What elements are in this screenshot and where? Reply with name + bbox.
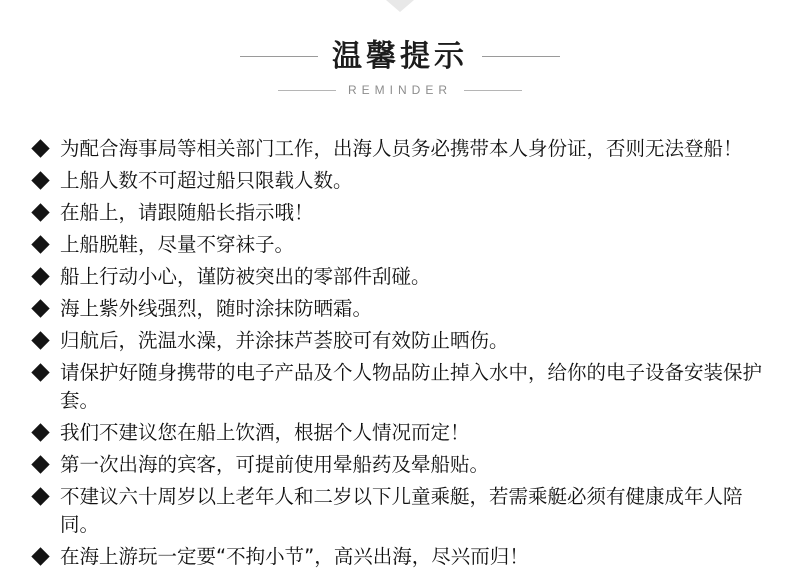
- list-item-text: 上船脱鞋，尽量不穿袜子。: [60, 233, 295, 256]
- diamond-bullet-icon: [34, 426, 60, 444]
- notice-list: [34, 135, 774, 575]
- list-item: [34, 199, 774, 227]
- page-header: [0, 40, 800, 97]
- list-item-text: 为配合海事局等相关部门工作，出海人员务必携带本人身份证，否则无法登船！: [60, 137, 743, 160]
- diamond-bullet-icon: [34, 302, 60, 320]
- diamond-bullet-icon: [34, 490, 60, 508]
- list-item-text: 不建议六十周岁以上老年人和二岁以下儿童乘艇，若需乘艇必须有健康成年人陪同。: [60, 485, 743, 536]
- diamond-bullet-icon: [34, 142, 60, 160]
- diamond-bullet-icon: [34, 270, 60, 288]
- list-item: [34, 419, 774, 447]
- list-item-text: 归航后，洗温水澡，并涂抹芦荟胶可有效防止晒伤。: [60, 329, 509, 352]
- subtitle-rule-left: [278, 90, 336, 91]
- title-rule-right: [482, 56, 560, 57]
- list-item-text: 第一次出海的宾客，可提前使用晕船药及晕船贴。: [60, 453, 490, 476]
- diamond-bullet-icon: [34, 550, 60, 568]
- diamond-bullet-icon: [34, 174, 60, 192]
- title-rule-left: [240, 56, 318, 57]
- list-item-text: 在船上，请跟随船长指示哦！: [60, 201, 314, 224]
- list-item: [34, 359, 774, 415]
- top-triangle-accent-icon: [386, 0, 414, 12]
- subtitle-row: [0, 83, 800, 97]
- list-item: [34, 327, 774, 355]
- diamond-bullet-icon: [34, 206, 60, 224]
- list-item-text: 船上行动小心，谨防被突出的零部件刮碰。: [60, 265, 431, 288]
- diamond-bullet-icon: [34, 334, 60, 352]
- title-row: [0, 40, 800, 73]
- list-item-text: 海上紫外线强烈，随时涂抹防晒霜。: [60, 297, 373, 320]
- list-item-text: 上船人数不可超过船只限载人数。: [60, 169, 353, 192]
- page-title: 温馨提示: [332, 39, 468, 74]
- list-item: [34, 231, 774, 259]
- list-item-text: 我们不建议您在船上饮酒，根据个人情况而定！: [60, 421, 470, 444]
- subtitle-rule-right: [464, 90, 522, 91]
- page-subtitle: REMINDER: [347, 83, 452, 97]
- list-item-text: 请保护好随身携带的电子产品及个人物品防止掉入水中，给你的电子设备安装保护套。: [60, 361, 763, 412]
- diamond-bullet-icon: [34, 238, 60, 256]
- diamond-bullet-icon: [34, 366, 60, 384]
- list-item: [34, 167, 774, 195]
- list-item-text: 在海上游玩一定要“不拘小节”，高兴出海，尽兴而归！: [60, 545, 529, 568]
- list-item: [34, 295, 774, 323]
- list-item: [34, 483, 774, 539]
- diamond-bullet-icon: [34, 458, 60, 476]
- list-item: [34, 135, 774, 163]
- list-item: [34, 451, 774, 479]
- list-item: [34, 543, 774, 571]
- list-item: [34, 263, 774, 291]
